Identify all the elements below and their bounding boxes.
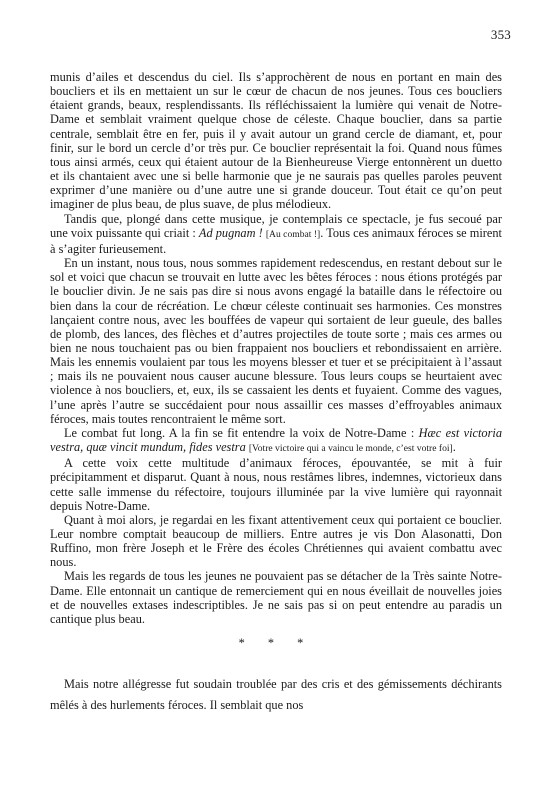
- translation-gloss: [Votre victoire qui a vaincu le monde, c’est votre foi]: [248, 443, 453, 455]
- latin-phrase: Hæc est victoria vestra, quæ vincit mundum, fides vestra: [50, 425, 503, 455]
- paragraph-battle: En un instant, nous tous, nous sommes rapidement redescendus, en restant debout sur le sol et voici que chacun se trouvait en lutte avec les bêtes féroces : nous étions protégés par le bouclier divin. Je ne sais pas dire si nous avons engagé la bataille dans le réfectoire ou bien dans la cour de récréation. Le chœur céleste continuait ses harmonies. Ces monstres lançaient contre nous, avec les bouffées de vapeur qui sortaient de leur gueule, des balles de plomb, des lances, des flèches et d’autres projectiles de toute sorte ; mais ces armes ou bien ne nous touchaient pas ou bien frappaient nos boucliers et rebondissaient en arrière. Mais les ennemis voulaient par tous les moyens blesser et tuer et se précipitaient à l’assaut ; mais ils ne pouvaient nous causer aucune blessure. Tous leurs coups se heurtaient avec violence à nos boucliers, et, eux, ils se cassaient les dents et fuyaient. Comme des vagues, l’une après l’autre se succédaient pour nous assaillir ces masses d’effroyables animaux féroces, mais toutes rencontraient le même sort.: [50, 256, 502, 426]
- paragraph-shields: munis d’ailes et descendus du ciel. Ils s’approchèrent de nous en portant en main des boucliers et ils en mettaient un sur le cœur de chacun de nos jeunes. Tous ces boucliers étaient grands, beaux, resplendissants. Ils réfléchissaient la lumière qui venait de Notre-Dame et semblait vraiment quelque chose de céleste. Chaque bouclier, dans sa partie centrale, semblait être en fer, puis il y avait autour un grand cercle de diamant, et, pour finir, sur le bord un cercle d’or très pur. Ce bouclier représentait la foi. Quand nous fûmes tous ainsi armés, ceux qui étaient autour de la Bienheureuse Vierge entonnèrent un duetto et ils chantaient avec une si belle harmonie que je ne saurais pas quelles paroles peuvent exprimer d’une manière ou d’une autre une si grande douceur. Tout était ce qu’on peut imaginer de plus beau, de plus suave, de plus mélodieux.: [50, 70, 502, 212]
- paragraph-text: Le combat fut long. A la fin se fit entendre la voix de Notre-Dame :: [64, 425, 419, 440]
- paragraph-canticle: Mais les regards de tous les jeunes ne pouvaient pas se détacher de la Très sainte Notre-Dame. Elle entonnait un cantique de remerciement qui en nous éveillait de nouvelles joies et de nouvelles extases indescriptibles. Je ne sais pas si on peut entendre au paradis un cantique plus beau.: [50, 569, 502, 626]
- body-text: [50, 70, 502, 716]
- paragraph-shield-bearers: Quant à moi alors, je regardai en les fixant attentivement ceux qui portaient ce bouclier. Leur nombre comptait beaucoup de milliers. Entre autres je vis Don Alasonatti, Don Ruffino, mon frère Joseph et le Frère des écoles Chrétiennes qui avaient combattu avec nous.: [50, 512, 502, 570]
- paragraph-text: .: [452, 440, 456, 455]
- paragraph-animals-flee: A cette voix cette multitude d’animaux féroces, épouvantée, se mit à fuir précipitamment et disparut. Quant à nous, nous restâmes libres, indemnes, victorieux dans cette salle immense du réfectoire, toujours illuminée par la vive lumière qui rayonnait depuis Notre-Dame.: [50, 456, 502, 513]
- page-number: 353: [490, 27, 511, 42]
- paragraph-victory-voice: [50, 426, 502, 456]
- section-separator: * * *: [238, 636, 314, 651]
- latin-phrase: Ad pugnam !: [198, 225, 263, 240]
- paragraph-ad-pugnam: [50, 212, 502, 256]
- paragraph-text: Tandis que, plongé dans cette musique, je contemplais ce spectacle, je fus secoué par une voix puissante qui criait :: [50, 211, 502, 240]
- paragraph-text: . Tous ces animaux féroces se mirent à s’agiter furieusement.: [50, 225, 502, 256]
- translation-gloss: [Au combat !]: [265, 228, 321, 240]
- paragraph-closing: Mais notre allégresse fut soudain troublée par des cris et des gémissements déchirants mêlés à des hurlements féroces. Il semblait que nos: [50, 677, 502, 713]
